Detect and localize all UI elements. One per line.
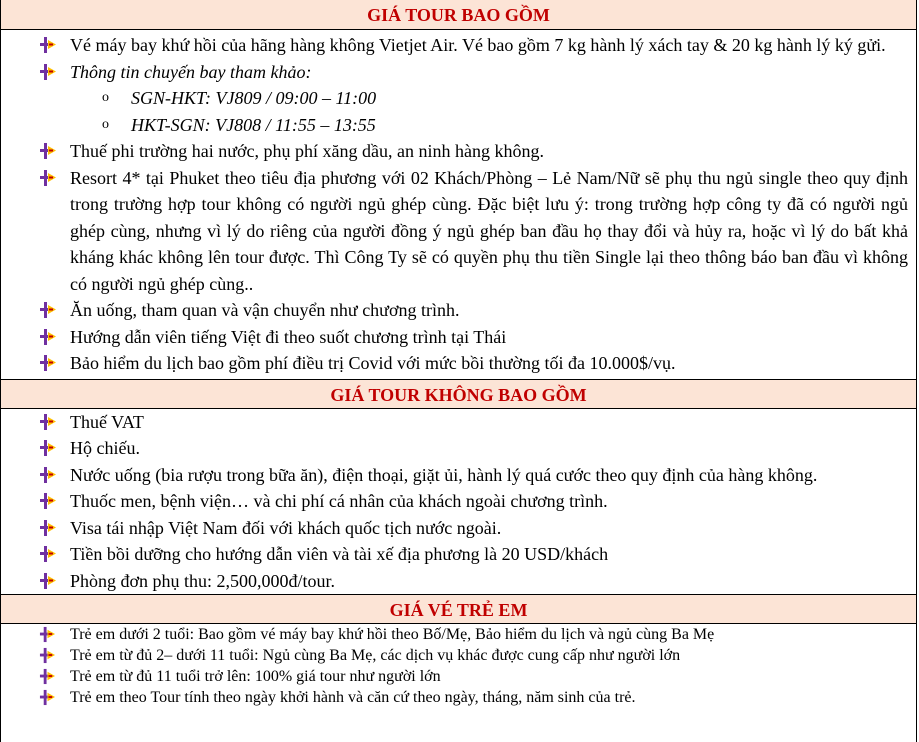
list-item: [1, 687, 916, 708]
list-item-text: Hướng dẫn viên tiếng Việt đi theo suốt chương trình tại Thái: [70, 326, 507, 347]
arrow-bullet-icon: [39, 354, 57, 372]
list-item: [1, 645, 916, 666]
flight-info-label: Thông tin chuyến bay tham khảo:: [70, 61, 312, 82]
arrow-bullet-icon: [39, 572, 57, 590]
list-item: [1, 138, 916, 165]
arrow-bullet-icon: [39, 142, 57, 160]
flight-text: HKT-SGN: VJ808 / 11:55 – 13:55: [131, 114, 376, 135]
excluded-list: [1, 409, 916, 595]
arrow-bullet-icon: [39, 545, 57, 563]
flight-item: [1, 85, 916, 112]
list-item-text: Vé máy bay khứ hồi của hãng hàng không Vietjet Air. Vé bao gồm 7 kg hành lý xách tay & 20 kg hành lý ký gửi.: [70, 35, 886, 55]
arrow-bullet-icon: [39, 519, 57, 537]
arrow-bullet-icon: [39, 439, 57, 457]
arrow-bullet-icon: [39, 36, 57, 54]
arrow-bullet-icon: [39, 169, 57, 187]
arrow-bullet-icon: [39, 301, 57, 319]
list-item-text: Ăn uống, tham quan và vận chuyển như chương trình.: [70, 300, 460, 320]
list-item: [1, 666, 916, 687]
arrow-bullet-icon: [39, 626, 56, 643]
arrow-bullet-icon: [39, 668, 56, 685]
list-item: [1, 624, 916, 645]
list-item-text: Phòng đơn phụ thu: 2,500,000đ/tour.: [70, 570, 336, 591]
list-item: [1, 568, 916, 595]
flight-item: [1, 112, 916, 139]
list-item-text: Nước uống (bia rượu trong bữa ăn), điện thoại, giặt ủi, hành lý quá cước theo quy định của hàng không.: [70, 464, 818, 485]
section-header-excluded: GIÁ TOUR KHÔNG BAO GỒM: [1, 379, 916, 409]
circle-bullet-icon: o: [102, 90, 109, 105]
arrow-bullet-icon: [39, 466, 57, 484]
section-header-children: GIÁ VÉ TRẺ EM: [1, 594, 916, 624]
flight-text: SGN-HKT: VJ809 / 09:00 – 11:00: [131, 88, 377, 108]
list-item-text: Thuốc men, bệnh viện… và chi phí cá nhân của khách ngoài chương trình.: [70, 491, 608, 511]
list-item: [1, 59, 916, 86]
list-item-text: Trẻ em dưới 2 tuổi: Bao gồm vé máy bay khứ hồi theo Bố/Mẹ, Bảo hiểm du lịch và ngủ cùng Ba Mẹ: [70, 626, 715, 643]
children-list: [1, 624, 916, 708]
arrow-bullet-icon: [39, 328, 57, 346]
list-item-text: Resort 4* tại Phuket theo tiêu địa phương với 02 Khách/Phòng – Lẻ Nam/Nữ sẽ phụ thu ngủ single theo quy định trong trường hợp tour không có người ngủ ghép cùng. Đặc biệt lưu ý: trong trường hợp công ty đã có người ngủ ghép cùng, nhưng vì lý do riêng của người đồng ý ngủ ghép ban đầu họ thay đổi và hủy ra, hoặc vì lý do bất khả kháng khác không lên tour được. Thì Công Ty sẽ có quyền phụ thu tiền Single lại theo thông báo ban đầu vì không có người ngủ ghép cùng..: [70, 167, 908, 294]
arrow-bullet-icon: [39, 689, 56, 706]
arrow-bullet-icon: [39, 413, 57, 431]
list-item: [1, 488, 916, 515]
list-item: [1, 350, 916, 377]
section-header-included: GIÁ TOUR BAO GỒM: [1, 0, 916, 30]
list-item-text: Thuế VAT: [70, 411, 144, 432]
list-item: [1, 541, 916, 568]
list-item-text: Trẻ em từ đủ 11 tuổi trở lên: 100% giá tour như người lớn: [70, 668, 441, 685]
list-item: [1, 324, 916, 351]
circle-bullet-icon: o: [102, 116, 109, 132]
list-item: [1, 409, 916, 436]
list-item-text: Thuế phi trường hai nước, phụ phí xăng dầu, an ninh hàng không.: [70, 141, 544, 161]
list-item: [1, 515, 916, 542]
list-item: [1, 435, 916, 462]
list-item: [1, 165, 916, 298]
list-item-text: Tiền bồi dưỡng cho hướng dẫn viên và tài xế địa phương là 20 USD/khách: [70, 544, 609, 564]
included-list: [1, 30, 916, 377]
list-item-text: Trẻ em theo Tour tính theo ngày khởi hành và căn cứ theo ngày, tháng, năm sinh của trẻ.: [70, 689, 636, 706]
list-item-text: Bảo hiểm du lịch bao gồm phí điều trị Covid với mức bồi thường tối đa 10.000$/vụ.: [70, 353, 676, 373]
arrow-bullet-icon: [39, 63, 57, 81]
list-item: [1, 297, 916, 324]
list-item-text: Hộ chiếu.: [70, 438, 140, 458]
arrow-bullet-icon: [39, 647, 56, 664]
list-item: [1, 462, 916, 489]
arrow-bullet-icon: [39, 492, 57, 510]
list-item: [1, 32, 916, 59]
list-item-text: Trẻ em từ đủ 2– dưới 11 tuổi: Ngủ cùng Ba Mẹ, các dịch vụ khác được cung cấp như người lớn: [70, 647, 681, 664]
list-item-text: Visa tái nhập Việt Nam đối với khách quốc tịch nước ngoài.: [70, 517, 502, 538]
